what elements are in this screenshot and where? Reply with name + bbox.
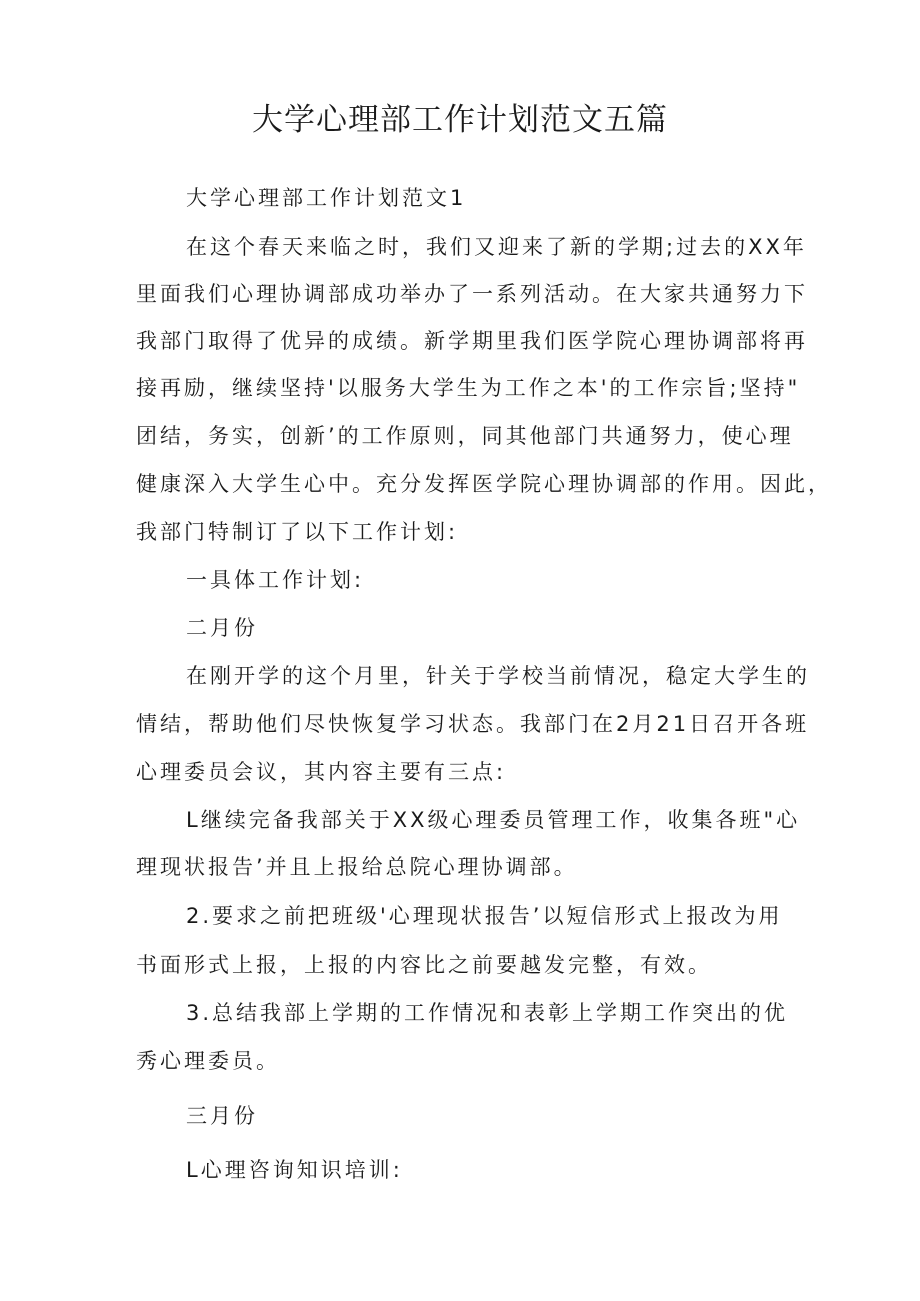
paragraph-line: 心理委员会议，其内容主要有三点: (136, 760, 507, 784)
paragraph-line: 团结，务实，创新’的工作原则，同其他部门共通努力，使心理 (136, 424, 794, 448)
list-item-line: 书面形式上报，上报的内容比之前要越发完整，有效。 (136, 953, 712, 977)
paragraph-line: 在刚开学的这个月里，针关于学校当前情况，稳定大学生的 (186, 664, 810, 688)
paragraph-line: 健康深入大学生心中。充分发挥医学院心理协调部的作用。因此， (136, 472, 832, 496)
month-heading: 二月份 (186, 616, 258, 640)
paragraph-line: 接再励，继续坚持'以服务大学生为工作之本'的工作宗旨;坚持" (136, 376, 801, 400)
paragraph-line: 我部门取得了优异的成绩。新学期里我们医学院心理协调部将再 (136, 329, 808, 353)
list-item-line: 理现状报告’并且上报给总院心理协调部。 (136, 855, 578, 879)
list-item-line: 3.总结我部上学期的工作情况和表彰上学期工作突出的优 (186, 1001, 789, 1025)
paragraph-line: 我部门特制订了以下工作计划: (136, 520, 459, 544)
section-heading: 大学心理部工作计划范文1 (186, 186, 467, 210)
paragraph-line: 在这个春天来临之时，我们又迎来了新的学期;过去的XX年 (186, 235, 807, 259)
subsection-heading: 一具体工作计划: (186, 568, 365, 592)
list-item-line: L继续完备我部关于XX级心理委员管理工作，收集各班"心 (186, 808, 801, 832)
page-title: 大学心理部工作计划范文五篇 (252, 102, 668, 138)
paragraph-line: 里面我们心理协调部成功举办了一系列活动。在大家共通努力下 (136, 282, 808, 306)
list-item-line: 2.要求之前把班级'心理现状报告’以短信形式上报改为用 (186, 904, 783, 928)
list-item-line: 秀心理委员。 (136, 1049, 280, 1073)
list-item-line: L心理咨询知识培训: (186, 1158, 403, 1182)
month-heading: 三月份 (186, 1104, 258, 1128)
paragraph-line: 情结，帮助他们尽快恢复学习状态。我部门在2月21日召开各班 (136, 712, 810, 736)
